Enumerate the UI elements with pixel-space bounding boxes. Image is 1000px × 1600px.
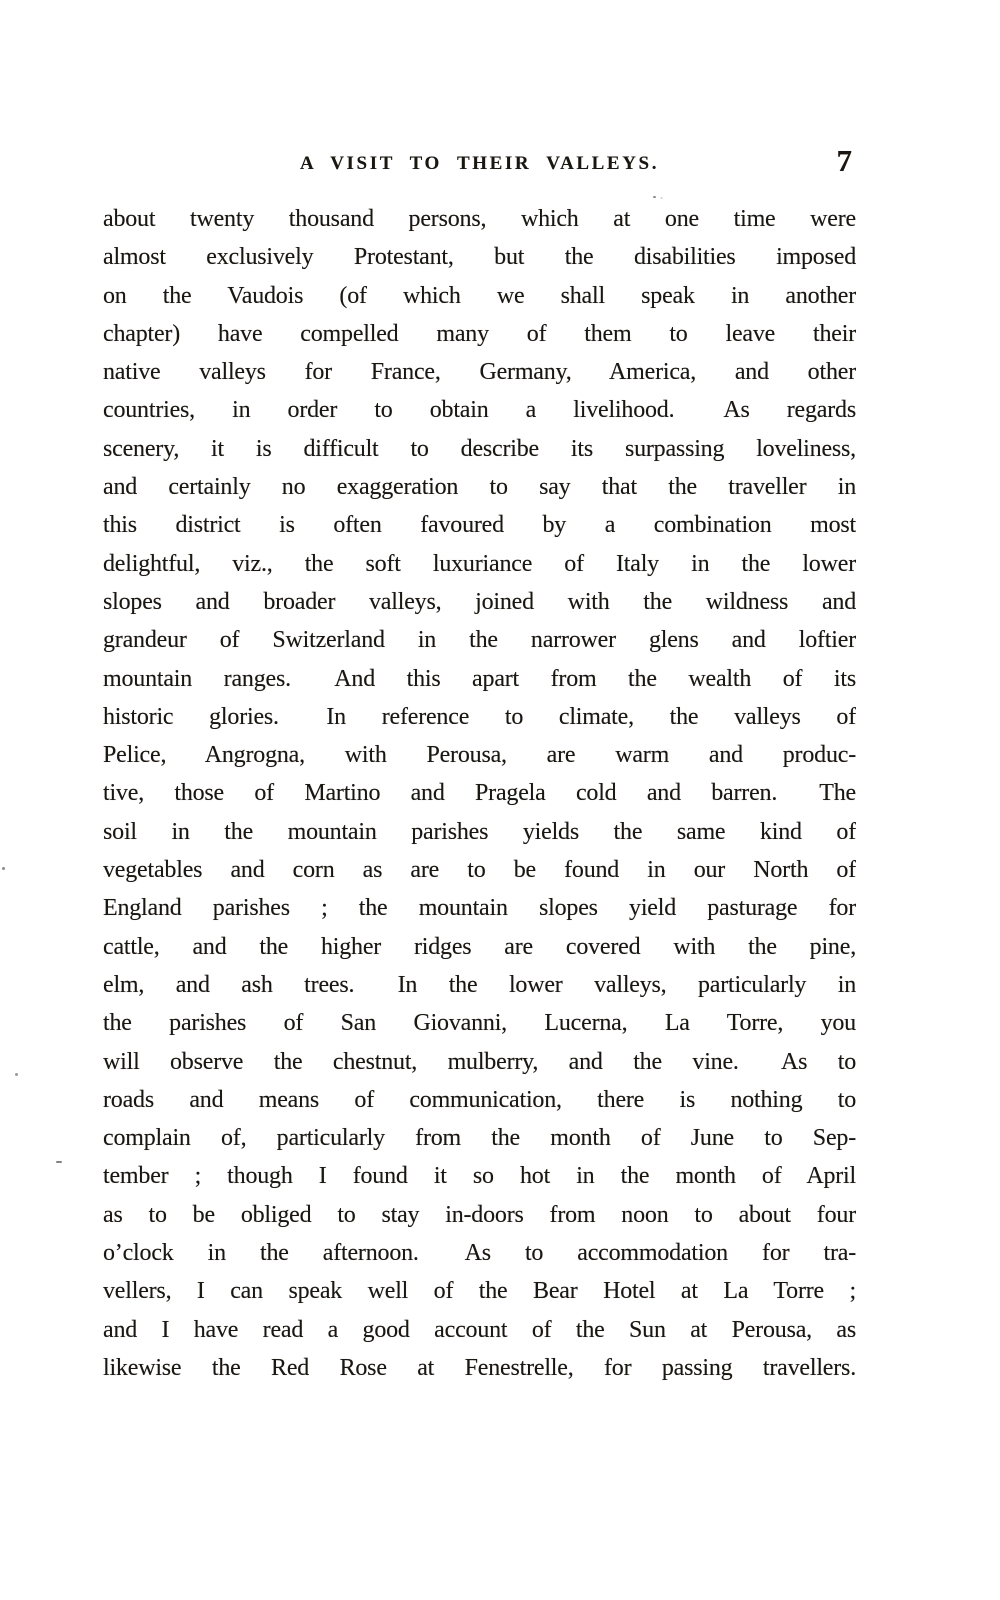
text-line: vegetables and corn as are to be found in our North of xyxy=(103,857,856,884)
text-line: vellers, I can speak well of the Bear Hotel at La Torre ; xyxy=(103,1278,856,1305)
text-line: and certainly no exaggeration to say that the traveller in xyxy=(103,474,856,501)
scan-speck xyxy=(56,1161,62,1163)
text-line: chapter) have compelled many of them to leave their xyxy=(103,320,856,347)
text-line: delightful, viz., the soft luxuriance of Italy in the lower xyxy=(103,550,856,577)
text-line: as to be obliged to stay in-doors from noon to about four xyxy=(103,1201,856,1228)
scan-speck xyxy=(15,1073,18,1076)
text-line: roads and means of communication, there is nothing to xyxy=(103,1086,856,1113)
text-line: complain of, particularly from the month of June to Sep- xyxy=(103,1125,856,1152)
text-line: will observe the chestnut, mulberry, and the vine. As to xyxy=(103,1048,856,1075)
text-line: about twenty thousand persons, which at one time were xyxy=(103,206,856,232)
text-line: the parishes of San Giovanni, Lucerna, La Torre, you xyxy=(103,1010,856,1037)
scan-speck xyxy=(2,867,5,870)
text-line: and I have read a good account of the Sun at Perousa, as xyxy=(103,1316,856,1343)
text-line: almost exclusively Protestant, but the disabilities imposed xyxy=(103,244,856,271)
text-line: mountain ranges. And this apart from the wealth of its xyxy=(103,665,856,692)
text-line: Pelice, Angrogna, with Perousa, are warm and produc- xyxy=(103,742,856,769)
scan-smudge xyxy=(653,196,656,198)
running-title: A VISIT TO THEIR VALLEYS. xyxy=(299,153,660,174)
running-header xyxy=(103,143,856,181)
text-line: England parishes ; the mountain slopes yield pasturage for xyxy=(103,895,856,922)
text-line: historic glories. In reference to climate, the valleys of xyxy=(103,703,856,730)
page-number: 7 xyxy=(836,143,852,178)
text-line: cattle, and the higher ridges are covered with the pine, xyxy=(103,933,856,960)
page-body xyxy=(103,200,856,1387)
text-line: grandeur of Switzerland in the narrower glens and loftier xyxy=(103,627,856,654)
text-line: likewise the Red Rose at Fenestrelle, for passing travellers. xyxy=(103,1354,856,1381)
text-line: soil in the mountain parishes yields the same kind of xyxy=(103,818,856,845)
text-line: tive, those of Martino and Pragela cold and barren. The xyxy=(103,780,856,807)
text-line: native valleys for France, Germany, America, and other xyxy=(103,359,856,386)
text-line: scenery, it is difficult to describe its surpassing loveliness, xyxy=(103,435,856,462)
text-line: slopes and broader valleys, joined with the wildness and xyxy=(103,588,856,615)
text-line: on the Vaudois (of which we shall speak in another xyxy=(103,282,856,309)
text-line: elm, and ash trees. In the lower valleys, particularly in xyxy=(103,971,856,998)
text-line: o’clock in the afternoon. As to accommodation for tra- xyxy=(103,1240,856,1267)
text-line: tember ; though I found it so hot in the month of April xyxy=(103,1163,856,1190)
text-line: this district is often favoured by a combination most xyxy=(103,512,856,539)
text-line: countries, in order to obtain a livelihood. As regards xyxy=(103,397,856,424)
